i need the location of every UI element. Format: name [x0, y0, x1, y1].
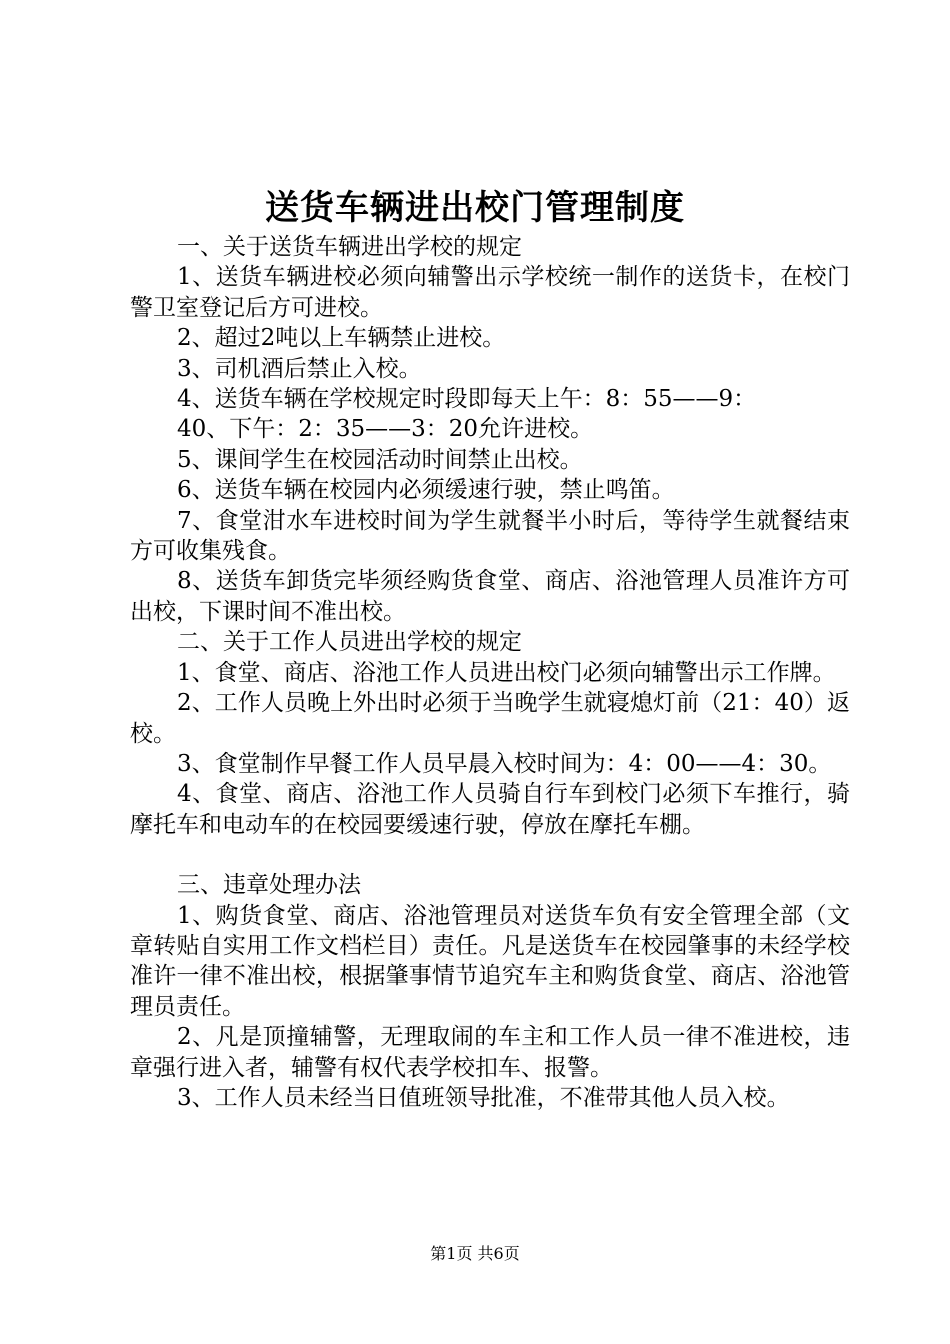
paragraph: 4、食堂、商店、浴池工作人员骑自行车到校门必须下车推行，骑摩托车和电动车的在校园要缓速行驶，停放在摩托车棚。 — [130, 781, 850, 838]
paragraph: 1、购货食堂、商店、浴池管理员对送货车负有安全管理全部（文章转贴自实用工作文档栏目）责任。凡是送货车在校园肇事的未经学校准许一律不准出校，根据肇事情节追究车主和购货食堂、商店、浴池管理员责任。 — [130, 902, 850, 1020]
paragraph: 5、课间学生在校园活动时间禁止出校。 — [177, 446, 583, 473]
paragraph: 3、食堂制作早餐工作人员早晨入校时间为：4：00——4：30。 — [177, 750, 832, 777]
section-heading: 二、关于工作人员进出学校的规定 — [177, 629, 522, 656]
document-body — [130, 232, 850, 1113]
paragraph: 4、送货车辆在学校规定时段即每天上午：8：55——9： — [177, 386, 757, 413]
paragraph: 8、送货车卸货完毕须经购货食堂、商店、浴池管理人员准许方可出校，下课时间不准出校。 — [130, 568, 850, 625]
paragraph: 3、工作人员未经当日值班领导批准，不准带其他人员入校。 — [177, 1084, 790, 1111]
paragraph: 7、食堂泔水车进校时间为学生就餐半小时后，等待学生就餐结束方可收集残食。 — [130, 507, 850, 565]
paragraph: 3、司机酒后禁止入校。 — [177, 355, 422, 382]
section-heading: 三、违章处理办法 — [177, 872, 361, 899]
paragraph: 2、超过2吨以上车辆禁止进校。 — [177, 325, 506, 352]
paragraph: 40、下午：2：35——3：20允许进校。 — [177, 416, 594, 443]
section-heading: 一、关于送货车辆进出学校的规定 — [177, 234, 522, 260]
paragraph: 2、工作人员晚上外出时必须于当晚学生就寝熄灯前（21：40）返校。 — [130, 690, 850, 747]
paragraph: 1、食堂、商店、浴池工作人员进出校门必须向辅警出示工作牌。 — [177, 659, 836, 686]
paragraph: 1、送货车辆进校必须向辅警出示学校统一制作的送货卡，在校门警卫室登记后方可进校。 — [130, 264, 850, 321]
page-number: 第1页 共6页 — [430, 1244, 520, 1263]
paragraph: 2、凡是顶撞辅警，无理取闹的车主和工作人员一律不准进校，违章强行进入者，辅警有权代表学校扣车、报警。 — [130, 1024, 850, 1081]
paragraph: 6、送货车辆在校园内必须缓速行驶，禁止鸣笛。 — [177, 477, 675, 504]
document-title: 送货车辆进出校门管理制度 — [265, 188, 685, 228]
